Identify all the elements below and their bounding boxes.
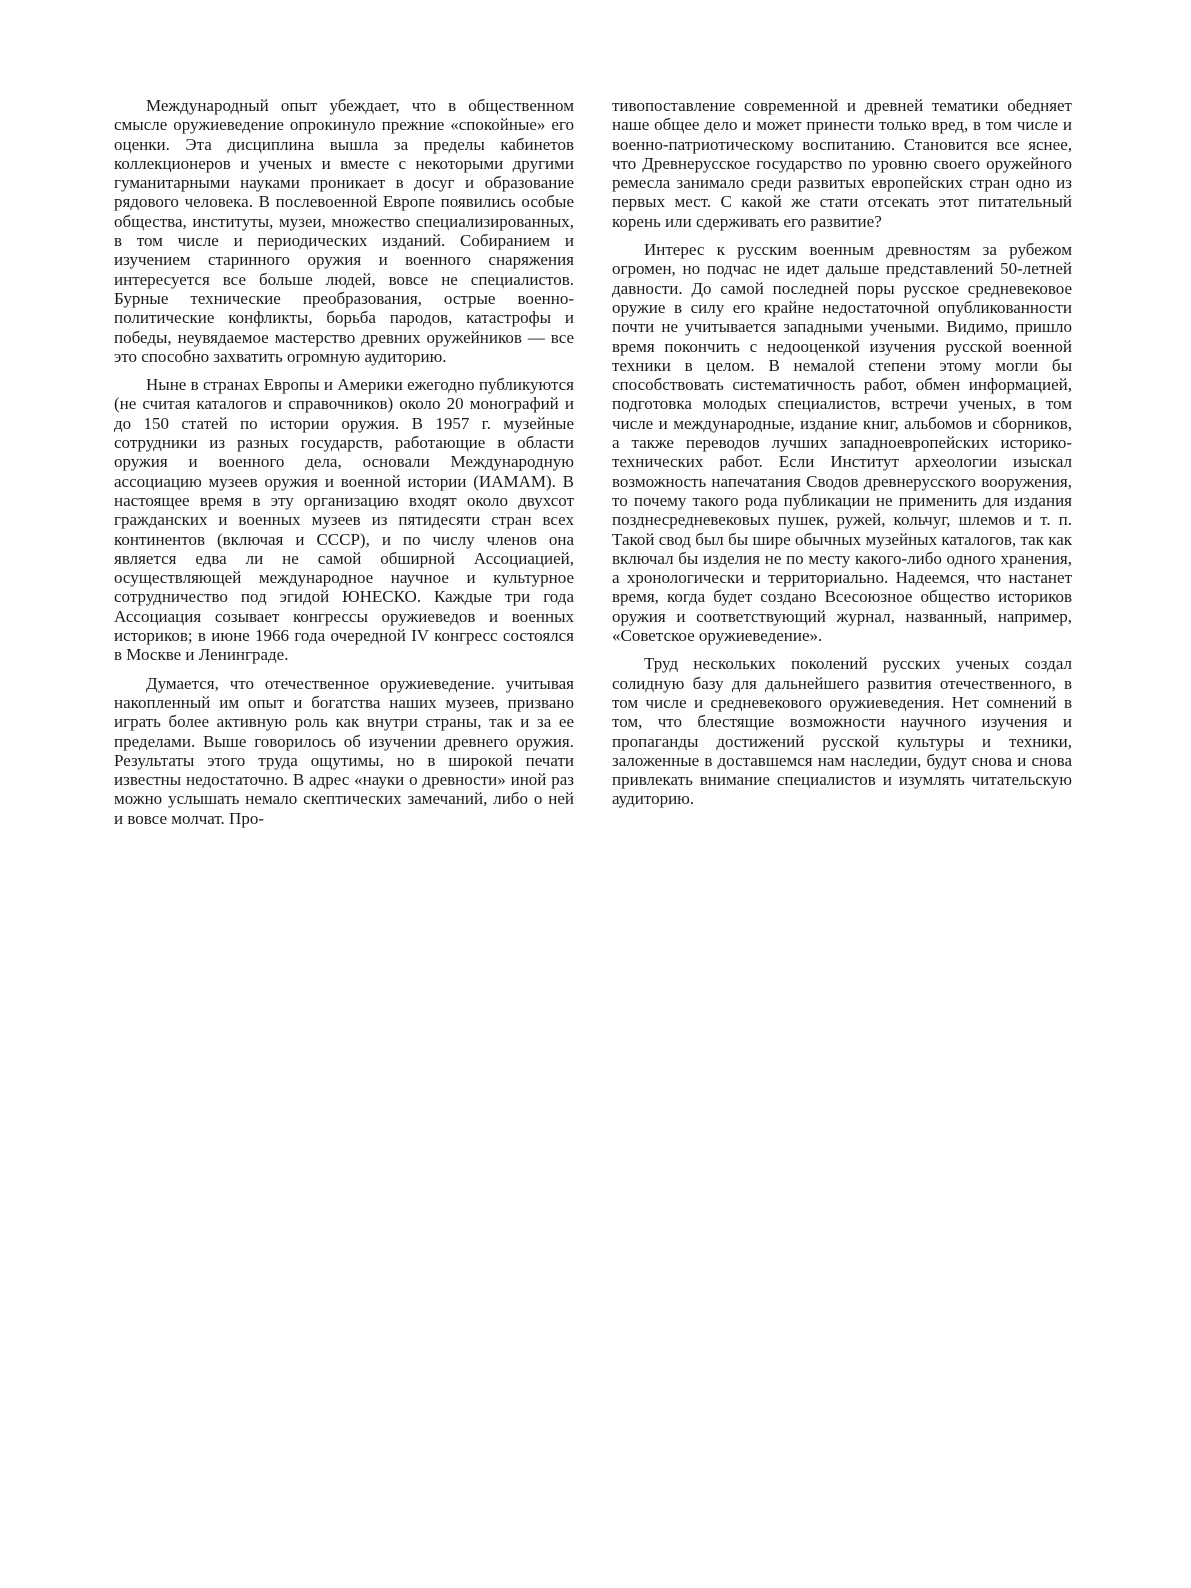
paragraph-conclusion: Труд нескольких поколений русских ученых создал солидную базу для дальнейшего развития отечественного, в том числе и средневекового оружиеведения. Нет сомнений в том, что блестящие возможности научного изучения и пропаганды достижений русской культуры и техники, заложенные в доставшемся нам наследии, будут снова и снова привлекать внимание специалистов и изумлять читательскую аудиторию. <box>612 654 1072 809</box>
paragraph-continuation: тивопоставление современной и древней тематики обедняет наше общее дело и может принести только вред, в том числе и военно-патриотическому воспитанию. Становится все яснее, что Древнерусское государство по уровню своего оружейного ремесла занимало среди развитых европейских стран одно из первых мест. С какой же стати отсекать этот питательный корень или сдерживать его развитие? <box>612 96 1072 231</box>
paragraph-interest-abroad: Интерес к русским военным древностям за рубежом огромен, но подчас не идет дальше представлений 50-летней давности. До самой последней поры русское средневековое оружие в силу его крайне недостаточной опубликованности почти не учитывается западными учеными. Видимо, пришло время покончить с недооценкой изучения русской военной техники в целом. В немалой степени этому могли бы способствовать систематичность работ, обмен информацией, подготовка молодых специалистов, встречи ученых, в том числе и международные, издание книг, альбомов и сборников, а также переводов лучших западноевропейских историко-технических работ. Если Институт археологии изыскал возможность напечатания Сводов древнерусского вооружения, то почему такого рода публикации не применить для издания позднесредневековых пушек, ружей, кольчуг, шлемов и т. п. Такой свод был бы шире обычных музейных каталогов, так как включал бы изделия не по месту какого-либо одного хранения, а хронологически и территориально. Надеемся, что настанет время, когда будет создано Всесоюзное общество историков оружия и соответствующий журнал, названный, например, «Советское оружиеведение». <box>612 240 1072 646</box>
right-column <box>612 96 1072 837</box>
paragraph-europe-america: Ныне в странах Европы и Америки ежегодно публикуются (не считая каталогов и справочников) около 20 монографий и до 150 статей по истории оружия. В 1957 г. музейные сотрудники из разных государств, работающие в области оружия и военного дела, основали Международную ассоциацию музеев оружия и военной истории (ИАМАМ). В настоящее время в эту организацию входят около двухсот гражданских и военных музеев из пятидесяти стран всех континентов (включая и СССР), и по числу членов она является едва ли не самой обширной Ассоциацией, осуществляющей международное научное и культурное сотрудничество под эгидой ЮНЕСКО. Каждые три года Ассоциация созывает конгрессы оружиеведов и военных историков; в июне 1966 года очередной IV конгресс состоялся в Москве и Ленинграде. <box>114 375 574 665</box>
document-page <box>114 96 1072 837</box>
paragraph-international-experience: Международный опыт убеждает, что в общественном смысле оружиеведение опрокинуло прежние «спокойные» его оценки. Эта дисциплина вышла за пределы кабинетов коллекционеров и ученых и вместе с некоторыми другими гуманитарными науками проникает в досуг и образование рядового человека. В послевоенной Европе появились особые общества, институты, музеи, множество специализированных, в том числе и периодических изданий. Собиранием и изучением старинного оружия и военного снаряжения интересуется все больше людей, вовсе не специалистов. Бурные технические преобразования, острые военно-политические конфликты, борьба пародов, катастрофы и победы, неувядаемое мастерство древних оружейников — все это способно захватить огромную аудиторию. <box>114 96 574 366</box>
paragraph-domestic-weaponry-studies: Думается, что отечественное оружиеведение. учитывая накопленный им опыт и богатства наших музеев, призвано играть более активную роль как внутри страны, так и за ее пределами. Выше говорилось об изучении древнего оружия. Результаты этого труда ощутимы, но в широкой печати известны недостаточно. В адрес «науки о древности» иной раз можно услышать немало скептических замечаний, либо о ней и вовсе молчат. Про- <box>114 673 574 828</box>
left-column <box>114 96 574 837</box>
